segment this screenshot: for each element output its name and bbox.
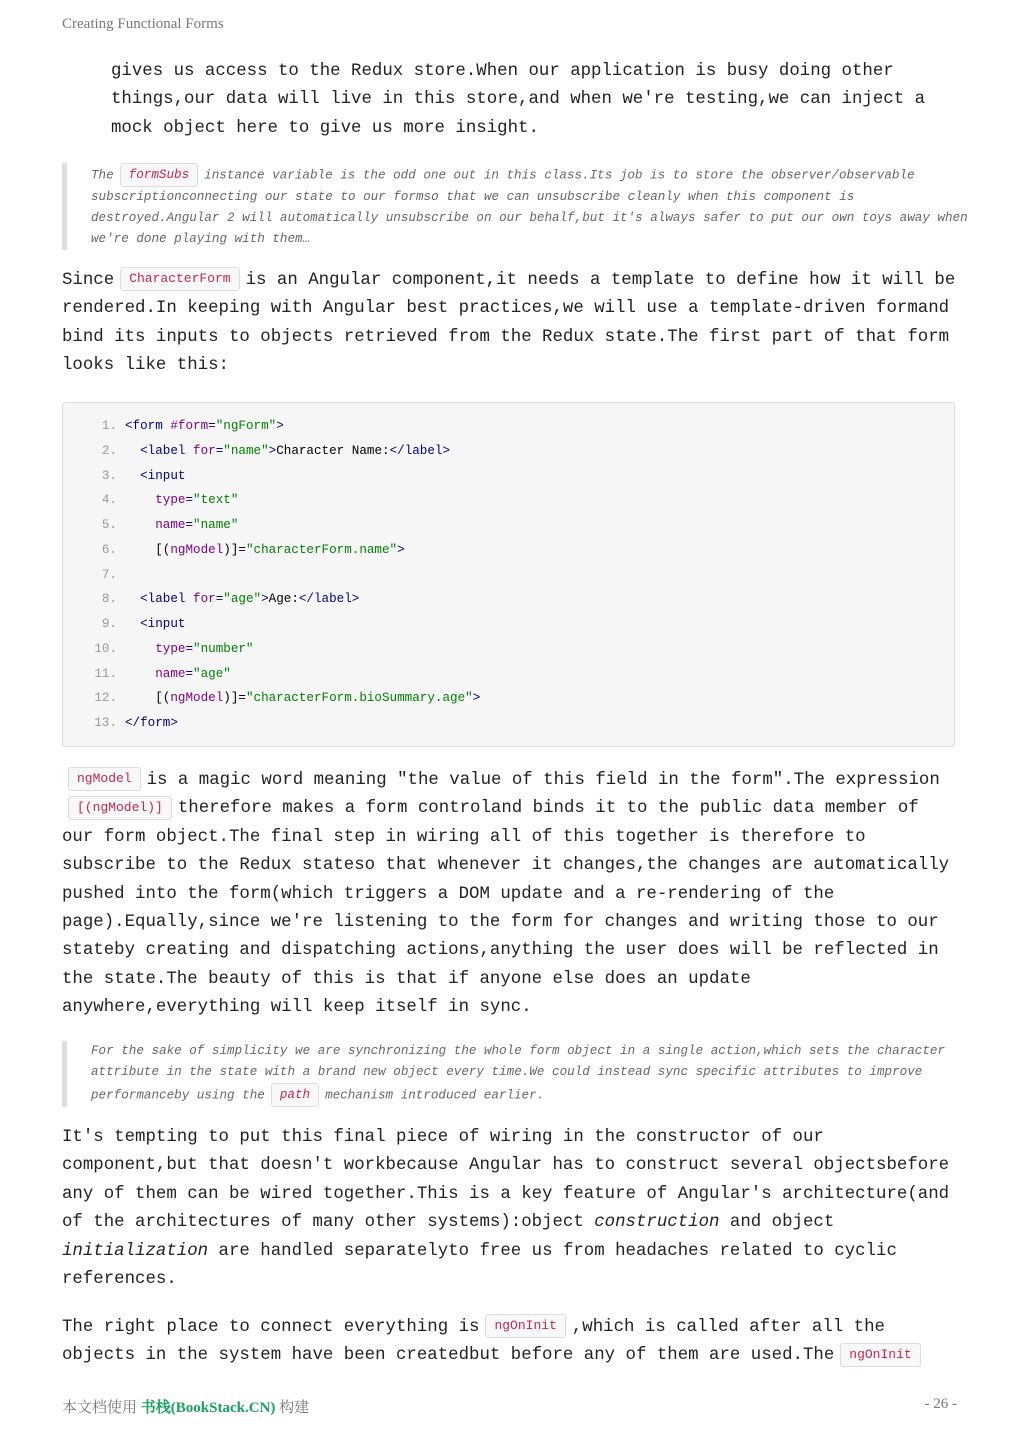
line-number: 11. <box>94 666 117 681</box>
line-number: 7. <box>101 567 117 582</box>
note-text-before: For the sake of simplicity we are synchronizing the whole form object in a single action,which sets the character attribute in the state with a brand new object every time.We could instead sync specific attributes to improve performanceby using the <box>91 1044 945 1103</box>
page-number: - 26 - <box>924 1396 957 1412</box>
para-text: and object <box>729 1213 835 1233</box>
line-number: 4. <box>101 493 117 508</box>
note-text-after: instance variable is the odd one out in this class.Its job is to store the observer/observable subscriptionconnecting our state to our formso that we can unsubscribe cleanly when this component is destroyed.Angular 2 will automatically unsubscribe on our behalf,but it's always safer to put our own toys away when we're done playing with them… <box>91 168 968 246</box>
code-line: 13. </form> <box>63 711 954 736</box>
code-line: 8. <label for="age">Age:</label> <box>63 587 954 612</box>
note-text-before: The <box>91 168 114 183</box>
paragraph-characterform <box>62 267 957 381</box>
line-number: 6. <box>101 542 117 557</box>
code-line: 5. name="name" <box>63 513 954 538</box>
running-header: Creating Functional Forms <box>62 16 224 32</box>
para-text: is a magic word meaning "the value of this field in the form".The expression <box>146 771 940 790</box>
para-text: It's tempting to put this final piece of wiring in the constructor of our component,but that doesn't workbecause Angular has to construct several objectsbefore any of them can be wired together.This is a key feature of Angular's architecture(and of the architectures of many other systems):object <box>62 1128 950 1233</box>
line-number: 5. <box>101 518 117 532</box>
emphasis-construction: construction <box>594 1213 720 1233</box>
code-line: 1. <form #form="ngForm"> <box>63 414 954 439</box>
footer-credit <box>62 1396 309 1417</box>
inline-code-ngoninit: ngOnInit <box>840 1343 920 1367</box>
note-simplicity <box>62 1041 971 1107</box>
line-number: 12. <box>94 691 117 706</box>
code-line: 10. type="number" <box>63 637 954 662</box>
code-line: 9. <input <box>63 612 954 637</box>
para-text: ,which is called after all the objects in the system have been createdbut before any of them are used.The <box>62 1318 885 1366</box>
footer-prefix: 本文档使用 <box>62 1400 138 1416</box>
inline-code-ngmodel: ngModel <box>68 767 141 791</box>
note-formsubs <box>62 163 971 250</box>
line-number: 9. <box>101 617 117 631</box>
code-line: 4. type="text" <box>63 488 954 513</box>
code-line: 11. name="age" <box>63 662 954 687</box>
code-line <box>63 563 954 588</box>
footer-suffix: 构建 <box>279 1400 310 1416</box>
line-number: 8. <box>101 592 117 607</box>
inline-code-characterform: CharacterForm <box>120 267 239 291</box>
line-number: 10. <box>94 641 117 656</box>
paragraph-ngmodel <box>62 767 957 1023</box>
para-text-after: is an Angular component,it needs a template to define how it will be rendered.In keeping with Angular best practices,we will use a template-driven formand bind its inputs to objects retrieved from the Redux state.The first part of that form looks like this: <box>62 271 956 376</box>
para-text: therefore makes a form controland binds it to the public data member of our form object.The final step in wiring all of this together is therefore to subscribe to the Redux stateso that whenever it changes,the changes are automatically pushed into the form(which triggers a DOM update and a re-rendering of the page).Equally,since we're listening to the form for changes and writing those to our stateby creating and dispatching actions,anything the user does will be reflected in the state.The beauty of this is that if anyone else does an update anywhere,everything will keep itself in sync. <box>62 799 950 1018</box>
paragraph-constructor <box>62 1124 957 1294</box>
line-number: 13. <box>94 716 117 730</box>
code-block <box>62 402 955 747</box>
inline-code-banana-box: [(ngModel)] <box>68 796 172 820</box>
code-line: 12. [(ngModel)]="characterForm.bioSummary.age"> <box>63 686 954 711</box>
code-line: 2. <label for="name">Character Name:</label> <box>63 439 954 464</box>
line-number: 2. <box>101 443 117 458</box>
para-text: The right place to connect everything is <box>62 1318 480 1337</box>
inline-code-ngoninit: ngOnInit <box>485 1314 565 1338</box>
line-number: 1. <box>101 419 117 433</box>
intro-text: gives us access to the Redux store.When our application is busy doing other things,our data will live in this store,and when we're testing,we can inject a mock object here to give us more insight. <box>111 62 926 138</box>
inline-code-path: path <box>271 1083 319 1107</box>
emphasis-initialization: initialization <box>62 1241 209 1261</box>
line-number: 3. <box>101 468 117 483</box>
intro-paragraph <box>111 58 957 143</box>
code-line: 6. [(ngModel)]="characterForm.name"> <box>63 538 954 563</box>
footer-brand-link[interactable]: 书栈(BookStack.CN) <box>140 1400 276 1416</box>
note-text-after: mechanism introduced earlier. <box>325 1088 545 1103</box>
inline-code-formsubs: formSubs <box>120 163 198 187</box>
para-text: are handled separatelyto free us from headaches related to cyclic references. <box>62 1241 897 1290</box>
paragraph-ngoninit <box>62 1314 957 1371</box>
code-line: 3. <input <box>63 464 954 489</box>
para-text-before: Since <box>62 271 115 290</box>
